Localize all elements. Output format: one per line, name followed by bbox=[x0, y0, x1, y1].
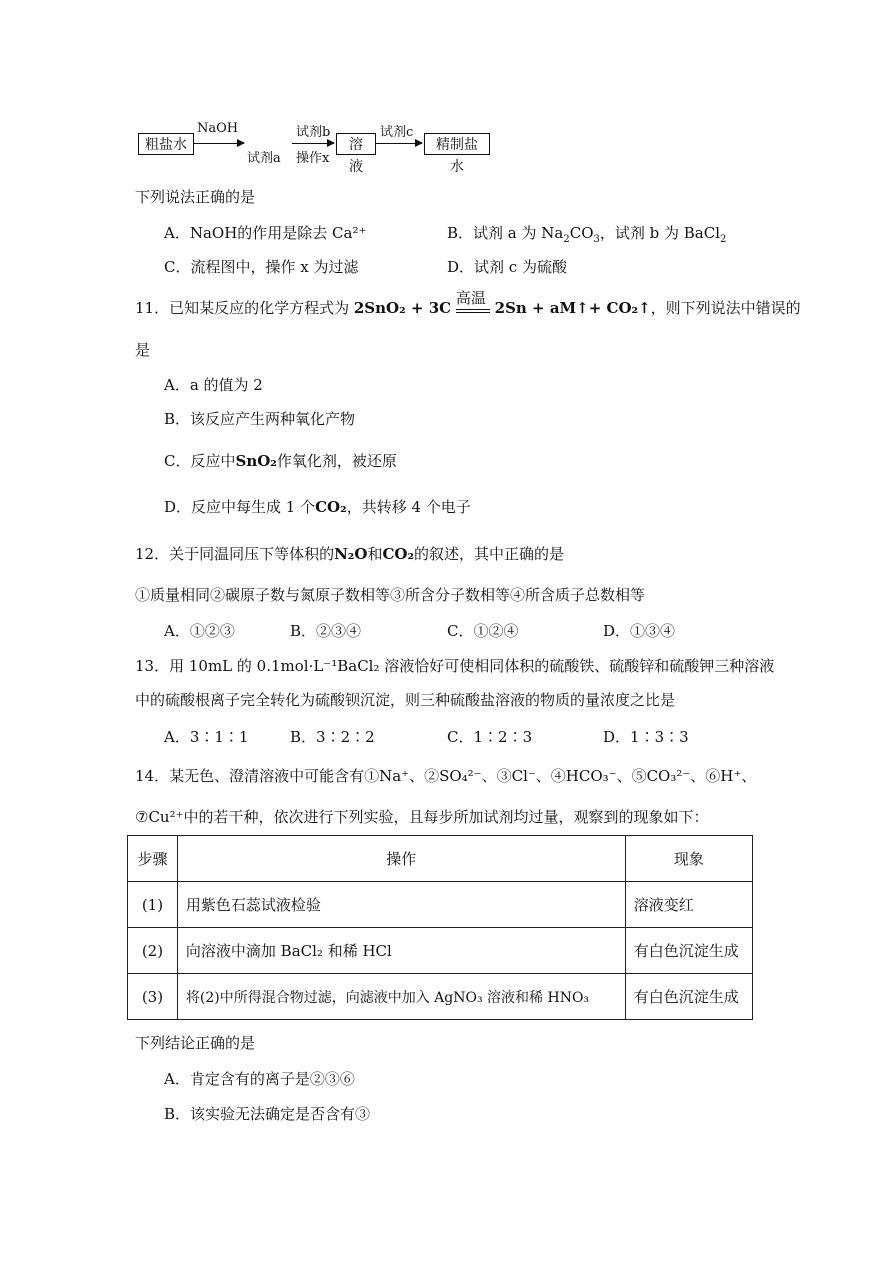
q14-option-a: A．肯定含有的离子是②③⑥ bbox=[164, 1070, 355, 1088]
table-cell: 向溶液中滴加 BaCl₂ 和稀 HCl bbox=[177, 928, 625, 974]
q12-statements: ①质量相同②碳原子数与氮原子数相等③所含分子数相等④所含质子总数相等 bbox=[135, 586, 646, 604]
table-cell: 溶液变红 bbox=[625, 882, 752, 928]
table-header-phenomenon: 现象 bbox=[625, 836, 752, 882]
q13-stem-line2: 中的硫酸根离子完全转化为硫酸钡沉淀，则三种硫酸盐溶液的物质的量浓度之比是 bbox=[135, 691, 676, 709]
table-cell: 用紫色石蕊试液检验 bbox=[177, 882, 625, 928]
table-cell: (3) bbox=[128, 974, 178, 1020]
q10-option-c: C．流程图中，操作 x 为过滤 bbox=[164, 258, 359, 276]
q11-eq-condition: 高温 bbox=[455, 289, 486, 307]
table-cell: (2) bbox=[128, 928, 178, 974]
table-row bbox=[128, 928, 753, 974]
experiment-table bbox=[127, 835, 753, 1020]
flow-arrow-1 bbox=[194, 143, 244, 144]
q13-stem-line1: 13．用 10mL 的 0.1mol·L⁻¹BaCl₂ 溶液恰好可使相同体积的硫酸铁、硫酸锌和硫酸钾三种溶液 bbox=[135, 657, 775, 675]
table-header-operation: 操作 bbox=[177, 836, 625, 882]
table-cell: 有白色沉淀生成 bbox=[625, 928, 752, 974]
q11-stem: 11．已知某反应的化学方程式为 2SnO₂ + 3C 高温 2Sn + aM↑+ CO₂↑，则下列说法中错误的 bbox=[135, 289, 801, 317]
q13-option-b: B．3∶2∶2 bbox=[290, 728, 375, 746]
flow-arrow-2 bbox=[292, 143, 334, 144]
q10-option-a: A．NaOH的作用是除去 Ca²⁺ bbox=[164, 224, 367, 242]
q11-stem-line2: 是 bbox=[135, 341, 151, 359]
q11-eq-right: 2Sn + aM↑+ CO₂↑ bbox=[494, 299, 651, 317]
q14-stem-conclusion: 下列结论正确的是 bbox=[135, 1034, 256, 1052]
flow-arrow2-bottom-label-x: 操作x bbox=[296, 151, 330, 166]
q11-eq-left: 2SnO₂ + 3C bbox=[353, 299, 452, 317]
q12-option-b: B．②③④ bbox=[290, 622, 362, 640]
flow-box-solution: 溶液 bbox=[336, 133, 376, 155]
table-cell: (1) bbox=[128, 882, 178, 928]
q14-stem-line1: 14．某无色、澄清溶液中可能含有①Na⁺、②SO₄²⁻、③Cl⁻、④HCO₃⁻、⑤CO₃²⁻、⑥H⁺、 bbox=[135, 767, 757, 785]
q10-stem: 下列说法正确的是 bbox=[135, 188, 256, 206]
table-header-step: 步骤 bbox=[128, 836, 178, 882]
q11-option-a: A．a 的值为 2 bbox=[164, 376, 263, 394]
flow-arrow-3 bbox=[376, 143, 422, 144]
q11-option-b: B．该反应产生两种氧化产物 bbox=[164, 410, 356, 428]
table-header-row bbox=[128, 836, 753, 882]
q11-option-d: D．反应中每生成 1 个CO₂，共转移 4 个电子 bbox=[164, 498, 471, 516]
table-row bbox=[128, 974, 753, 1020]
table-cell: 将(2)中所得混合物过滤，向滤液中加入 AgNO₃ 溶液和稀 HNO₃ bbox=[177, 974, 625, 1020]
q14-option-b: B．该实验无法确定是否含有③ bbox=[164, 1105, 371, 1123]
flow-arrow1-top-label: NaOH bbox=[197, 121, 239, 136]
q10-option-d: D．试剂 c 为硫酸 bbox=[447, 258, 567, 276]
flow-box-refined-brine: 精制盐水 bbox=[424, 133, 490, 155]
q13-option-d: D．1∶3∶3 bbox=[603, 728, 689, 746]
q12-option-a: A．①②③ bbox=[164, 622, 235, 640]
q10-option-b: B．试剂 a 为 $Na_2CO_3$，试剂 b 为 BaCl$_2$ bbox=[447, 224, 727, 245]
q13-option-c: C．1∶2∶3 bbox=[447, 728, 533, 746]
q14-stem-line2: ⑦Cu²⁺中的若干种，依次进行下列实验，且每步所加试剂均过量，观察到的现象如下： bbox=[135, 808, 709, 826]
q12-option-d: D．①③④ bbox=[603, 622, 676, 640]
q13-option-a: A．3∶1∶1 bbox=[164, 728, 249, 746]
table-row bbox=[128, 882, 753, 928]
flow-arrow2-bottom-label-a: 试剂a bbox=[247, 151, 281, 166]
flow-arrow2-top-label: 试剂b bbox=[296, 125, 331, 140]
flow-arrow3-top-label: 试剂c bbox=[380, 125, 414, 140]
table-cell: 有白色沉淀生成 bbox=[625, 974, 752, 1020]
q11-option-c: C．反应中SnO₂作氧化剂，被还原 bbox=[164, 452, 397, 470]
q12-option-c: C．①②④ bbox=[447, 622, 519, 640]
flow-box-crude-brine: 粗盐水 bbox=[138, 133, 194, 155]
q12-stem: 12．关于同温同压下等体积的N₂O和CO₂的叙述，其中正确的是 bbox=[135, 545, 565, 563]
